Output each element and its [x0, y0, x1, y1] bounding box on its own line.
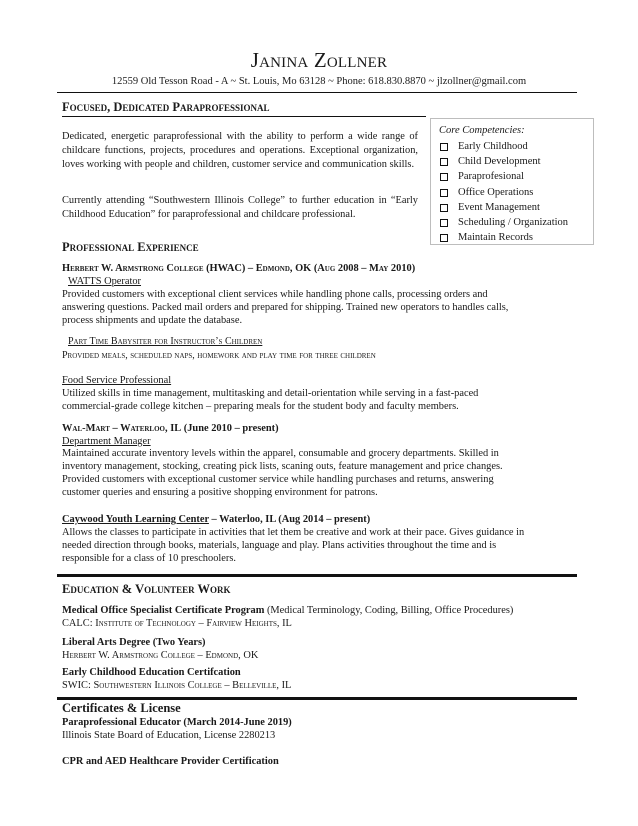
job1-role3-line1: Utilized skills in time management, multitasking and detail-orientation while serving in a fast-paced: [62, 388, 479, 399]
core-competencies-box: [430, 118, 594, 245]
education-divider: [57, 574, 577, 577]
certificate-2-title: CPR and AED Healthcare Provider Certification: [62, 756, 279, 767]
education-item-3-title: Early Childhood Education Certifcation: [62, 667, 241, 678]
checkbox-icon: [440, 204, 448, 212]
summary-heading: Focused, Dedicated Paraprofessional: [62, 100, 270, 114]
competencies-title: Core Competencies:: [439, 125, 525, 136]
job2-line4: customer queries and ensuring a positive shopping environment for patrons.: [62, 487, 378, 498]
checkbox-icon: [440, 234, 448, 242]
job2-line3: Provided customers with exceptional customer service while handling purchases and returns, answering: [62, 474, 494, 485]
list-item: Paraprofesional: [439, 169, 593, 184]
job2-line2: inventory management, stocking, creating pick lists, scaning outs, feature management and price changes.: [62, 461, 503, 472]
candidate-name: Janina Zollner: [250, 48, 388, 72]
summary-paragraph-2: Currently attending “Southwestern Illinois College” to further education in “Early Childhood Education” for paraprofessional and childcare professional.: [62, 195, 418, 220]
certificates-divider: [57, 697, 577, 700]
education-item-1-school: CALC: Institute of Technology – Fairview Heights, IL: [62, 618, 292, 629]
certificate-1-title: Paraprofessional Educator (March 2014-June 2019): [62, 717, 292, 728]
checkbox-icon: [440, 158, 448, 166]
header-divider: [57, 92, 577, 93]
job1-role1-title: WATTS Operator: [68, 276, 142, 287]
summary-paragraph-1: Dedicated, energetic paraprofessional with the ability to perform a wide range of childcare functions, projects, procedures and operations. Exceptional organization, loves working with people and children, customer service and communication skills.: [62, 131, 418, 170]
job3-line2: needed direction through books, materials, language and play. Plans activities throughout the time and is: [62, 540, 497, 551]
education-item-1-title: Medical Office Specialist Certificate Program (Medical Terminology, Coding, Billing, Office Procedures): [62, 605, 514, 616]
checkbox-icon: [440, 143, 448, 151]
job1-role1-line3: process shipments and update the database.: [62, 315, 243, 326]
job2-line1: Maintained accurate inventory levels within the apparel, consumable and grocery departments. Skilled in: [62, 448, 499, 459]
job3-line1: Allows the classes to participate in activities that let them be creative and work at their pace. Gives guidance in: [62, 527, 525, 538]
experience-heading: Professional Experience: [62, 240, 199, 254]
education-item-3-school: SWIC: Southwestern Illinois College – Belleville, IL: [62, 680, 292, 691]
list-item: Scheduling / Organization: [439, 215, 593, 230]
job3-line3: responsible for a class of 10 preschoolers.: [62, 553, 236, 564]
job1-role3-line2: commercial-grade college kitchen – preparing meals for the student body and faculty members.: [62, 401, 459, 412]
job3-employer: Caywood Youth Learning Center – Waterloo, IL (Aug 2014 – present): [62, 514, 371, 525]
list-item: Child Development: [439, 154, 593, 169]
job2-employer: Wal-Mart – Waterloo, IL (June 2010 – present): [62, 423, 279, 434]
list-item: Early Childhood: [439, 139, 593, 154]
competencies-list: [439, 139, 593, 245]
checkbox-icon: [440, 219, 448, 227]
checkbox-icon: [440, 189, 448, 197]
job1-role2-line1: Provided meals, scheduled naps, homework and play time for three children: [62, 350, 376, 361]
checkbox-icon: [440, 173, 448, 181]
job1-employer: Herbert W. Armstrong College (HWAC) – Edmond, OK (Aug 2008 – May 2010): [62, 263, 416, 274]
job1-role1-line1: Provided customers with exceptional client services while handling phone calls, processing orders and: [62, 289, 488, 300]
certificate-1-detail: Illinois State Board of Education, License 2280213: [62, 730, 276, 741]
job1-role3-title: Food Service Professional: [62, 375, 172, 386]
summary-divider: [62, 116, 426, 117]
contact-line: 12559 Old Tesson Road - A ~ St. Louis, Mo 63128 ~ Phone: 618.830.8870 ~ jlzollner@gmail.com: [111, 76, 527, 87]
certificates-heading: Certificates & License: [62, 701, 181, 715]
job1-role1-line2: answering questions. Packed mail orders and prepared for shipping. Trained new operators to handles calls,: [62, 302, 509, 313]
education-heading: Education & Volunteer Work: [62, 582, 231, 596]
education-item-2-title: Liberal Arts Degree (Two Years): [62, 637, 206, 648]
education-item-2-school: Herbert W. Armstrong College – Edmond, OK: [62, 650, 259, 661]
list-item: Event Management: [439, 200, 593, 215]
list-item: Maintain Records: [439, 230, 593, 245]
job1-role2-title: Part Time Babysiter for Instructor’s Children: [68, 336, 263, 347]
job2-role-title: Department Manager: [62, 436, 151, 447]
list-item: Office Operations: [439, 185, 593, 200]
